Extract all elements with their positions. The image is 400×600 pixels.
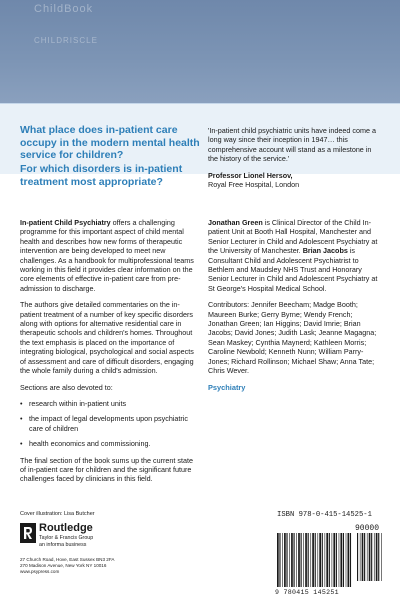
- isbn-text: ISBN 978-0-415-14525-1: [277, 511, 372, 519]
- barcode-bar: [301, 533, 302, 587]
- barcode-bar: [289, 533, 290, 587]
- barcode-bar: [294, 533, 295, 587]
- list-item: • research within in-patient units: [20, 399, 194, 408]
- price-code: 90000: [354, 524, 379, 533]
- cover-credit: Cover illustration: Lisa Butcher: [20, 511, 95, 517]
- publisher-logo: [20, 521, 140, 551]
- barcode-bar: [343, 533, 344, 587]
- barcode-bar: [315, 533, 316, 587]
- barcode-bar: [378, 533, 379, 581]
- sections-intro: Sections are also devoted to:: [20, 382, 113, 392]
- publisher-address: 27 Church Road, Hove, East Sussex BN3 2FA 270 Madison Avenue, New York NY 10016 www.psypress.com: [20, 557, 115, 575]
- barcode-bar: [312, 533, 314, 587]
- barcode-bars-main: [277, 533, 351, 587]
- barcode-bar: [369, 533, 371, 581]
- barcode-bar: [286, 533, 287, 587]
- barcode-bar: [322, 533, 323, 587]
- quote-text: 'In-patient child psychiatric units have indeed come a long way since their inception in 1947… this comprehensive account will stand as a milestone in the history of the service.': [208, 126, 376, 164]
- paragraph-2: The authors give detailed commentaries on the in-patient treatment of a number of key specific disorders along with options for alternative residential care in therapeutic schools and children's homes. Throughout the text emphasis is placed on the importance of integrating biological, psychological and social aspects of assessment and care of difficult disorders, engaging the whole family during a child's admission.: [20, 300, 194, 376]
- authors-column: [208, 218, 384, 399]
- description-column: [20, 218, 194, 491]
- barcode-bar: [333, 533, 335, 587]
- barcode-bar: [371, 533, 372, 581]
- cover-image-band: [0, 0, 400, 103]
- question-1: What place does in-patient care occupy in the modern mental health service for children?: [20, 124, 200, 161]
- quote-attribution: [208, 171, 380, 190]
- barcode-bar: [332, 533, 333, 587]
- barcode-bar: [346, 533, 347, 587]
- barcode-bar: [381, 533, 382, 581]
- barcode-bar: [340, 533, 342, 587]
- barcode-bar: [362, 533, 364, 581]
- question-2: For which disorders is in-patient treatment most appropriate?: [20, 163, 183, 188]
- barcode-bar: [319, 533, 321, 587]
- barcode-bar: [339, 533, 340, 587]
- list-item: • the impact of legal developments upon psychiatric care of children: [20, 414, 194, 433]
- barcode-bar: [350, 533, 351, 587]
- publisher-name: Routledge: [39, 522, 93, 534]
- quote-author: Professor Lionel Hersov,: [208, 170, 293, 180]
- barcode: [275, 521, 387, 589]
- contributors: Contributors: Jennifer Beecham; Madge Booth; Maureen Burke; Gerry Byrne; Wendy French; Jonathan Green; Ian Higgins; David Imrie; Brian Jacobs; David Jones; Judith Lask; Jeanne Magagna; Sean Maskey; Cynthia Maynerd; Kathleen Morris; Caroline Newbold; Kenneth Nunn; William Parry-Jones; Richard Rollinson; Michael Shaw; Anna Tate; Chris Wever.: [208, 300, 377, 376]
- barcode-bar: [357, 533, 358, 581]
- barcode-bar: [296, 533, 297, 587]
- barcode-bar: [305, 533, 307, 587]
- barcode-bars-addon: [357, 533, 382, 581]
- publisher-tagline: an informa business: [39, 542, 87, 548]
- author-bios: Jonathan Green is Clinical Director of the Child In-patient Unit at Booth Hall Hospital, Manchester and Senior Lecturer in Child and Adolescent Psychiatry at the University of Manchester. Brian Jacobs is Consultant Child and Adolescent Psychiatrist to Bethlem and Maudsley NHS Trust and Honorary Senior Lecturer in Child and Adolescent Psychiatry at St George's Hospital Medical School.: [208, 218, 378, 293]
- ghost-text: ChildBook: [34, 3, 94, 15]
- publisher-group: Taylor & Francis Group: [39, 535, 94, 541]
- barcode-bar: [329, 533, 330, 587]
- ghost-text: CHILDRISCLE: [34, 36, 98, 45]
- barcode-bar: [310, 533, 311, 587]
- barcode-bar: [367, 533, 368, 581]
- list-item: • health economics and commissioning.: [20, 439, 194, 448]
- barcode-bar: [277, 533, 279, 587]
- intro-paragraph: In-patient Child Psychiatry offers a challenging programme for this important aspect of child mental health and describes how new forms of therapeutic intervention are being developed to meet new challenges. As a handbook for multiprofessional teams working in this field it provides clear information on the core elements of effective in-patient care from pre-admission to discharge.: [20, 218, 194, 293]
- sections-list: [20, 399, 194, 449]
- book-title: In-patient Child Psychiatry: [20, 218, 111, 227]
- barcode-bar: [279, 533, 280, 587]
- barcode-bar: [325, 533, 326, 587]
- author-1: Jonathan Green: [208, 218, 263, 227]
- barcode-bar: [303, 533, 304, 587]
- quote-affiliation: Royal Free Hospital, London: [208, 180, 300, 190]
- author-2: Brian Jacobs: [302, 246, 348, 256]
- barcode-bar: [318, 533, 319, 587]
- barcode-bar: [376, 533, 378, 581]
- barcode-bar: [360, 533, 361, 581]
- routledge-mark-icon: [20, 523, 36, 543]
- barcode-bar: [336, 533, 337, 587]
- isbn-barcode-block: [275, 511, 387, 599]
- final-paragraph: The final section of the book sums up the current state of in-patient care for children and the significant future challenges faced by clinicians in this field.: [20, 455, 193, 484]
- barcode-bar: [282, 533, 283, 587]
- barcode-bar: [284, 533, 286, 587]
- barcode-digits: 9 780415 145251: [275, 589, 339, 596]
- barcode-bar: [291, 533, 293, 587]
- barcode-bar: [364, 533, 365, 581]
- barcode-bar: [308, 533, 309, 587]
- barcode-bar: [348, 533, 350, 587]
- barcode-bar: [298, 533, 300, 587]
- subject-category: Psychiatry: [208, 382, 246, 392]
- review-quote: [208, 126, 380, 189]
- barcode-bar: [374, 533, 375, 581]
- barcode-bar: [326, 533, 328, 587]
